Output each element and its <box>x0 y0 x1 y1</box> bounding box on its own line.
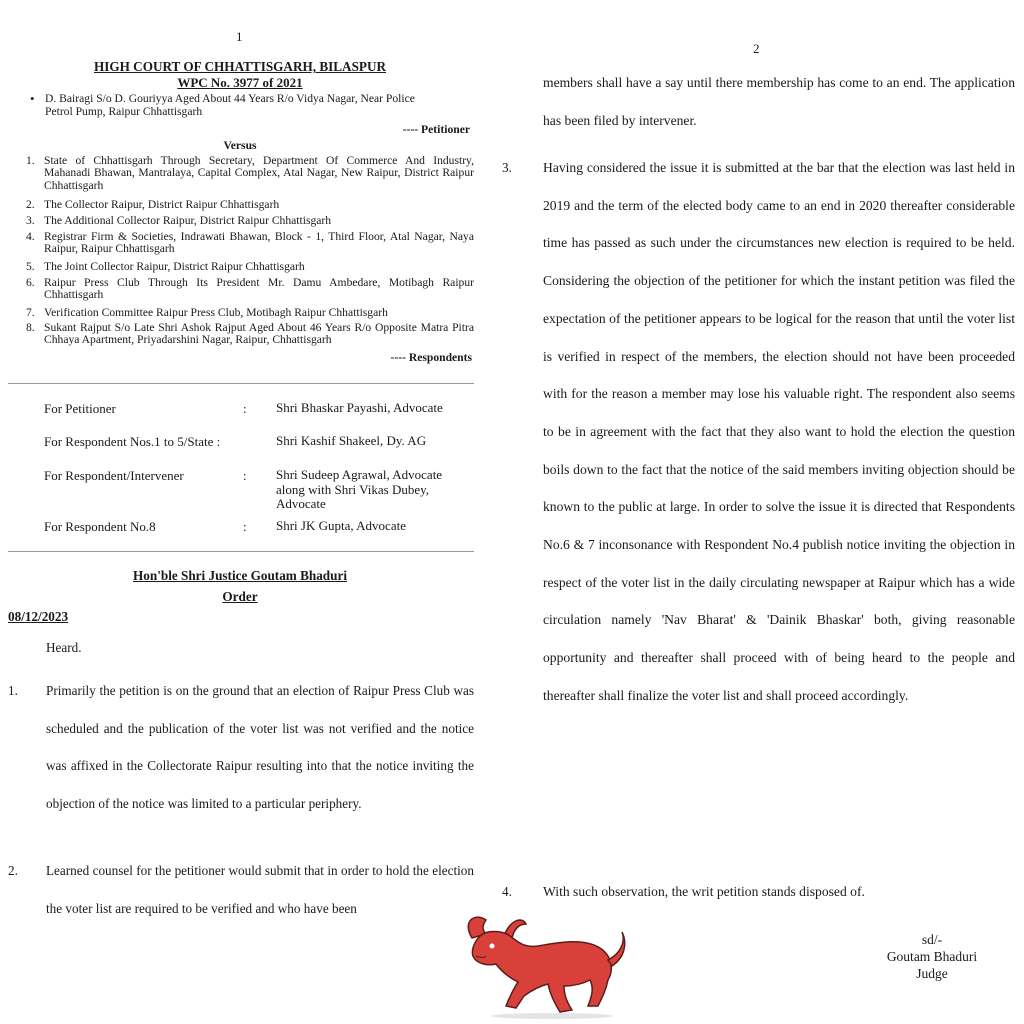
divider <box>8 383 474 384</box>
petitioner-line-1: D. Bairagi S/o D. Gouriyya Aged About 44 Years R/o Vidya Nagar, Near Police <box>45 92 415 105</box>
appearance-label: For Respondent No.8 <box>44 519 156 534</box>
page-number: 1 <box>236 29 243 44</box>
appearance-name: Shri Bhaskar Payashi, Advocate <box>276 400 443 415</box>
paragraph-number: 3. <box>502 160 512 175</box>
bull-logo-icon <box>452 900 632 1020</box>
heard-text: Heard. <box>46 640 82 655</box>
petitioner-line-2: Petrol Pump, Raipur Chhattisgarh <box>45 105 203 118</box>
order-date: 08/12/2023 <box>8 609 69 624</box>
paragraph-text: With such observation, the writ petition stands disposed of. <box>543 884 865 899</box>
appearance-colon: : <box>243 401 247 416</box>
appearance-colon: : <box>243 468 247 483</box>
appearance-label: For Petitioner <box>44 401 116 416</box>
case-number: WPC No. 3977 of 2021 <box>177 75 303 90</box>
court-title: HIGH COURT OF CHHATTISGARH, BILASPUR <box>93 59 387 74</box>
page-number: 2 <box>753 41 760 56</box>
appearance-name: Shri Kashif Shakeel, Dy. AG <box>276 433 427 448</box>
page-1: 1 HIGH COURT OF CHHATTISGARH, BILASPUR WPC No. 3977 of 2021 • D. Bairagi S/o D. Gouriyya Aged About 44 Years R/o Vidya Nagar, Near Police Petrol Pump, Raipur Chhattisgarh ---- Petitioner Versus 1. State of Chhattisgarh Through Secretary, Department Of Commerce And Industry, Mahanadi Bhawan, Mantralaya, Capital Complex, Atal Nagar, New Raipur, District Raipur Chhattisgarh 2. The Collector Raipur, District Raipur Chhattisgarh 3. The Additional Collector Raipur, District Raipur Chhattisgarh 4. Registrar Firm & Societies, Indrawati Bhawan, Block - 1, Third Floor, Atal Nagar, Naya Raipur, Raipur Chhattisgarh 5. The Joint Collector Raipur, District Raipur Chhattisgarh 6. Raipur Press Club Through Its President Mr. Damu Ambedare, Motibagh Raipur Chhattisgarh 7. Verification Committee Raipur Press Club, Motibagh Raipur Chhattisgarh 8. Sukant Rajput S/o Late Shri Ashok Rajput Aged About 46 Years R/o Opposite Matra Pitra Chhaya Apartment, Priyadarshini Nagar, Raipur, Chhattisgarh ---- Respondents For Petitioner : Shri Bhaskar Payashi, Advocate For Respondent Nos.1 to 5/State : Shri Kashif Shakeel, Dy. AG For Respondent/Intervener : Shri Sudeep Agrawal, Advocate along with Shri Vikas Dubey, Advocate For Respondent No.8 : Shri JK Gupta, Advocate Hon'ble Shri Justice Goutam Bhaduri Order 08/12/2023 Heard. 1. Primarily the petition is on the ground that an election of Raipur Press Club was scheduled and the publication of the voter list was not verified and the notice was affixed in the Collectorate Raipur resulting into that the notice inviting the objection of the notice was limited to a particular periphery. 2. Learned counsel for the petitioner would submit that in order to hold the election the voter list are required to be verified and who have been <box>0 0 497 1024</box>
paragraph-number: 4. <box>502 884 512 899</box>
versus-label: Versus <box>223 139 257 152</box>
judge-heading: Hon'ble Shri Justice Goutam Bhaduri <box>133 568 347 583</box>
paragraph-text: Learned counsel for the petitioner would submit that in order to hold the election the voter list are required to be verified and who have been <box>46 863 474 916</box>
appearance-label: For Respondent/Intervener <box>44 468 184 483</box>
appearance-name: Shri JK Gupta, Advocate <box>276 518 406 533</box>
continuation-text: members shall have a say until there membership has come to an end. The application has been filed by intervener. <box>543 75 1015 128</box>
paragraph-number: 1. <box>8 683 18 698</box>
order-heading: Order <box>222 589 258 604</box>
respondents-label: ---- Respondents <box>390 351 472 364</box>
paragraph-text: Having considered the issue it is submitted at the bar that the election was last held in 2019 and the term of the elected body came to an end in 2020 thereafter considerable time has passed as such under the circumstances new election is required to be held. Considering the objection of the petitioner for which the instant petition was filed the expectation of the petitioner appears to be logical for the reason that until the voter list is verified in respect of the members, the election should not have been proceeded with for the reason a member may lose his valuable right. The respondent also seems to be in agreement with the fact that they also want to hold the election the question boils down to the fact that the notice of the said members inviting objection should be known to the public at large. In order to solve the issue it is directed that Respondents No.6 & 7 inconsonance with Respondent No.4 publish notice inviting the objection in respect of the voter list in the daily circulating newspaper at Raipur which has a wide circulation namely 'Nav Bharat' & 'Dainik Bhaskar' both, giving reasonable opportunity and thereafter shall proceed with of being heard to the people and thereafter shall finalize the voter list and shall proceed accordingly. <box>543 160 1015 703</box>
paragraph-number: 2. <box>8 863 18 878</box>
signature-sd: sd/- <box>921 932 943 947</box>
paragraph-text: Primarily the petition is on the ground that an election of Raipur Press Club was scheduled and the publication of the voter list was not verified and the notice was affixed in the Collectorate Raipur resulting into that the notice inviting the objection of the notice was limited to a particular periphery. <box>46 683 474 811</box>
petitioner-label: ---- Petitioner <box>402 123 470 136</box>
signature-title: Judge <box>916 966 948 981</box>
divider <box>8 551 474 552</box>
appearance-name: Shri Sudeep Agrawal, Advocate along with Shri Vikas Dubey, Advocate <box>276 467 443 511</box>
signature-name: Goutam Bhaduri <box>886 949 978 964</box>
signature-block <box>857 931 1007 982</box>
appearance-label: For Respondent Nos.1 to 5/State : <box>44 434 221 449</box>
bullet-icon: • <box>30 91 35 106</box>
appearance-colon: : <box>243 519 247 534</box>
page-2 <box>497 0 1024 1024</box>
